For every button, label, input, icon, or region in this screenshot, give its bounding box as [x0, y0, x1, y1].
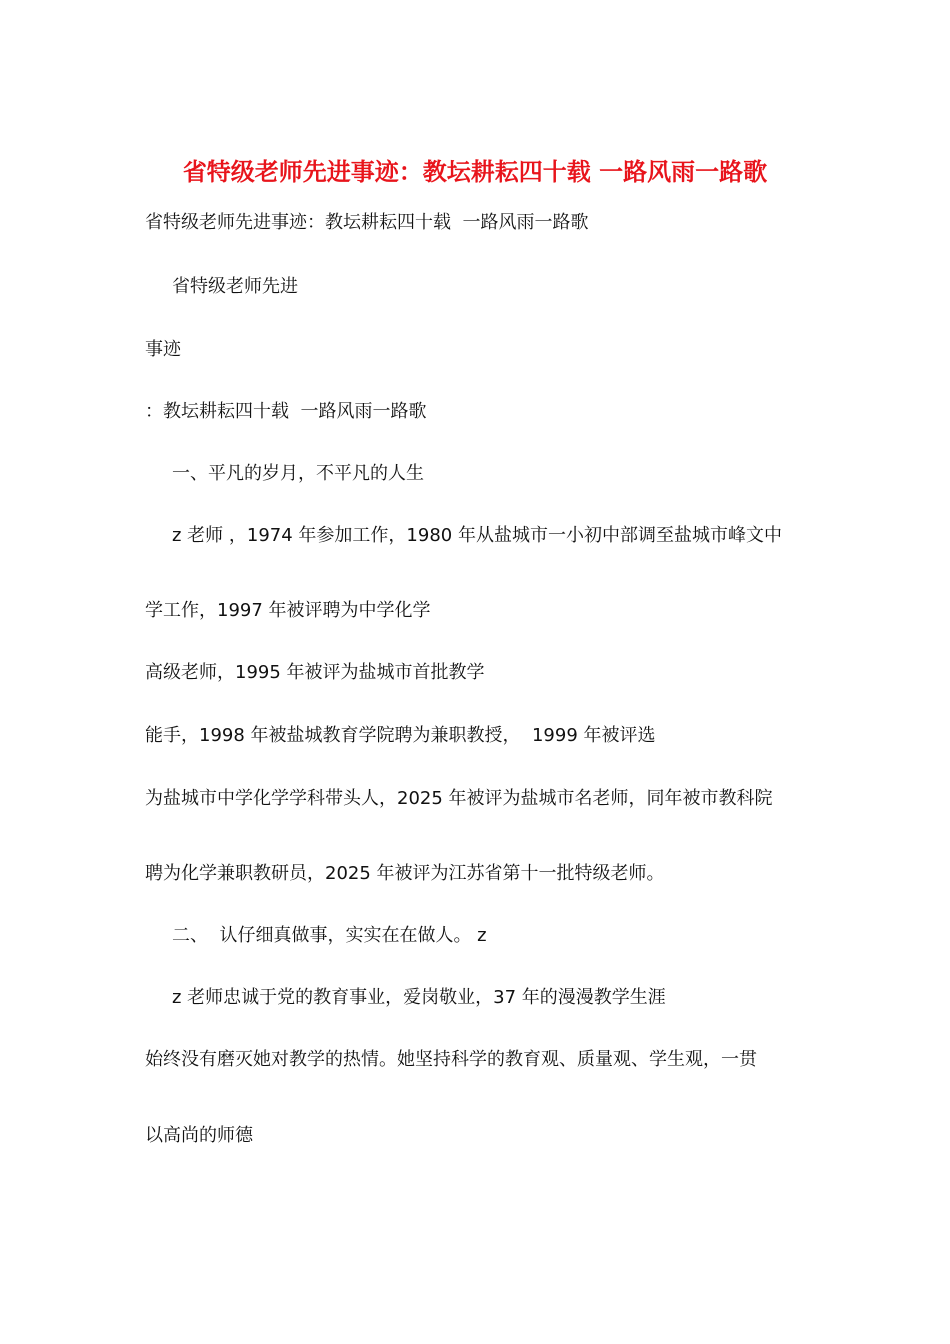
text-line-4: ：教坛耕耘四十载 一路风雨一路歌: [145, 401, 427, 422]
text-line-13: z 老师忠诚于党的教育事业，爱岗敬业，37 年的漫漫教学生涯: [172, 987, 666, 1008]
text-line-15: 以高尚的师德: [145, 1125, 253, 1146]
text-line-9: 能手，1998 年被盐城教育学院聘为兼职教授， 1999 年被评选: [145, 725, 656, 746]
document-title: 省特级老师先进事迹：教坛耕耘四十载 一路风雨一路歌: [182, 157, 768, 186]
text-line-3: 事迹: [145, 339, 181, 360]
text-line-11: 聘为化学兼职教研员，2025 年被评为江苏省第十一批特级老师。: [145, 863, 665, 884]
section-heading-1: 一、平凡的岁月，不平凡的人生: [172, 463, 424, 484]
text-line-8: 高级老师，1995 年被评为盐城市首批教学: [145, 662, 485, 683]
text-line-14: 始终没有磨灭她对教学的热情。她坚持科学的教育观、质量观、学生观，一贯: [145, 1049, 757, 1070]
text-line-7: 学工作，1997 年被评聘为中学化学: [145, 600, 431, 621]
section-heading-2: 二、 认仔细真做事，实实在在做人。 z: [172, 925, 487, 946]
text-line-2: 省特级老师先进: [172, 276, 298, 297]
text-line-1: 省特级老师先进事迹：教坛耕耘四十载 一路风雨一路歌: [145, 212, 589, 233]
text-line-6: z 老师 ，1974 年参加工作，1980 年从盐城市一小初中部调至盐城市峰文中: [172, 525, 782, 546]
text-line-10: 为盐城市中学化学学科带头人，2025 年被评为盐城市名老师，同年被市教科院: [145, 788, 773, 809]
